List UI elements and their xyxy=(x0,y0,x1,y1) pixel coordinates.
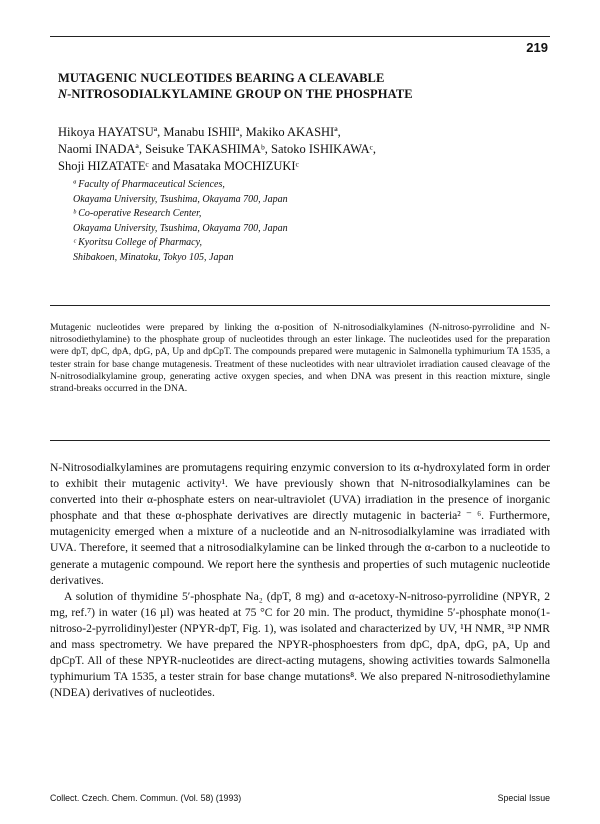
affiliation-line: ᵇ Co-operative Research Center, xyxy=(73,208,202,220)
body-paragraph-2: A solution of thymidine 5′-phosphate Na₂ (dpT, 8 mg) and α-acetoxy-N-nitroso-pyrrolidine (NPYR, 2 mg, ref.⁷) in water (16 µl) was heated at 75 °C for 20 min. The product, thymidine 5′-phosphate mono(1-nitroso-2-pyrrolidinyl)ester (NPYR-dpT, Fig. 1), was isolated and characterized by UV, ¹H NMR, ³¹P NMR and mass spectrometry. We have prepared the NPYR-phosphoesters from dpC, dpA, dpG, pA, Up and dpCpT. All of these NPYR-nucleotides are direct-acting mutagens, showing activities towards Salmonella typhimurium TA 1535, a tester strain for base change mutations⁸. We also prepared N-nitrosodiethylamine (NDEA) derivatives of nucleotides. xyxy=(50,589,550,700)
paper-title xyxy=(58,70,538,102)
author-line-3: Shoji HIZATATEᶜ and Masataka MOCHIZUKIᶜ xyxy=(58,159,299,173)
affiliations xyxy=(73,178,533,266)
affiliation-line: Okayama University, Tsushima, Okayama 700, Japan xyxy=(73,193,288,205)
title-line-2 xyxy=(58,86,538,102)
title-line-2-rest: -NITROSODIALKYLAMINE GROUP ON THE PHOSPHATE xyxy=(67,87,413,101)
page-number: 219 xyxy=(526,40,548,55)
affiliation-line: ᶜ Kyoritsu College of Pharmacy, xyxy=(73,237,203,249)
header-rule xyxy=(50,36,550,37)
title-italic-n: N xyxy=(58,87,68,101)
journal-citation: Collect. Czech. Chem. Commun. (Vol. 58) (1993) xyxy=(50,793,242,803)
issue-label: Special Issue xyxy=(497,793,550,803)
affiliation-line: Shibakoen, Minatoku, Tokyo 105, Japan xyxy=(73,251,234,263)
abstract: Mutagenic nucleotides were prepared by linking the α-position of N-nitrosodialkylamines (N-nitroso-pyrrolidine and N-nitrosodiethylamine) to the phosphate group of nucleotides through an ester linkage. The nucleotides used for the preparation were dpT, dpC, dpA, dpG, pA, Up and dpCpT. The compounds prepared were mutagenic in Salmonella typhimurium TA 1535, a tester strain for base change mutagenesis. Treatment of these nucleotides with near ultraviolet irradiation caused cleavage of the N-nitrosodialkylamine group, generating active oxygen species, and when DNA was present in this reaction mixture, single strand-breaks occurred in the DNA. xyxy=(50,322,550,395)
author-list xyxy=(58,124,538,175)
affiliation-line: ª Faculty of Pharmaceutical Sciences, xyxy=(73,179,225,190)
body-paragraph-1: N-Nitrosodialkylamines are promutagens requiring enzymic conversion to its α-hydroxylated form in order to exhibit their mutagenic activity¹. We have previously shown that N-nitrosodialkylamines can be converted into their α-phosphate esters on near-ultraviolet (UVA) irradiation in the presence of inorganic phosphate and that these α-phosphate derivatives are directly mutagenic in bacteria² ⁻ ⁶. Furthermore, mutagenicity emerged when a mixture of a nucleotide and an N-nitrosodialkylamine was irradiated with UVA. Therefore, it seemed that a nitrosodialkylamine can be linked through the α-carbon to a nucleotide to generate a mutagenic compound. We report here the synthesis and properties of such mutagenic nucleotide derivatives. xyxy=(50,461,550,587)
title-line-1: MUTAGENIC NUCLEOTIDES BEARING A CLEAVABLE xyxy=(58,71,385,85)
abstract-bottom-rule xyxy=(50,440,550,441)
affiliation-line: Okayama University, Tsushima, Okayama 700, Japan xyxy=(73,222,288,234)
author-line-2: Naomi INADAª, Seisuke TAKASHIMAᵇ, Satoko ISHIKAWAᶜ, xyxy=(58,142,376,156)
abstract-top-rule xyxy=(50,305,550,306)
body-text xyxy=(50,460,550,701)
author-line-1: Hikoya HAYATSUª, Manabu ISHIIª, Makiko AKASHIª, xyxy=(58,125,341,139)
